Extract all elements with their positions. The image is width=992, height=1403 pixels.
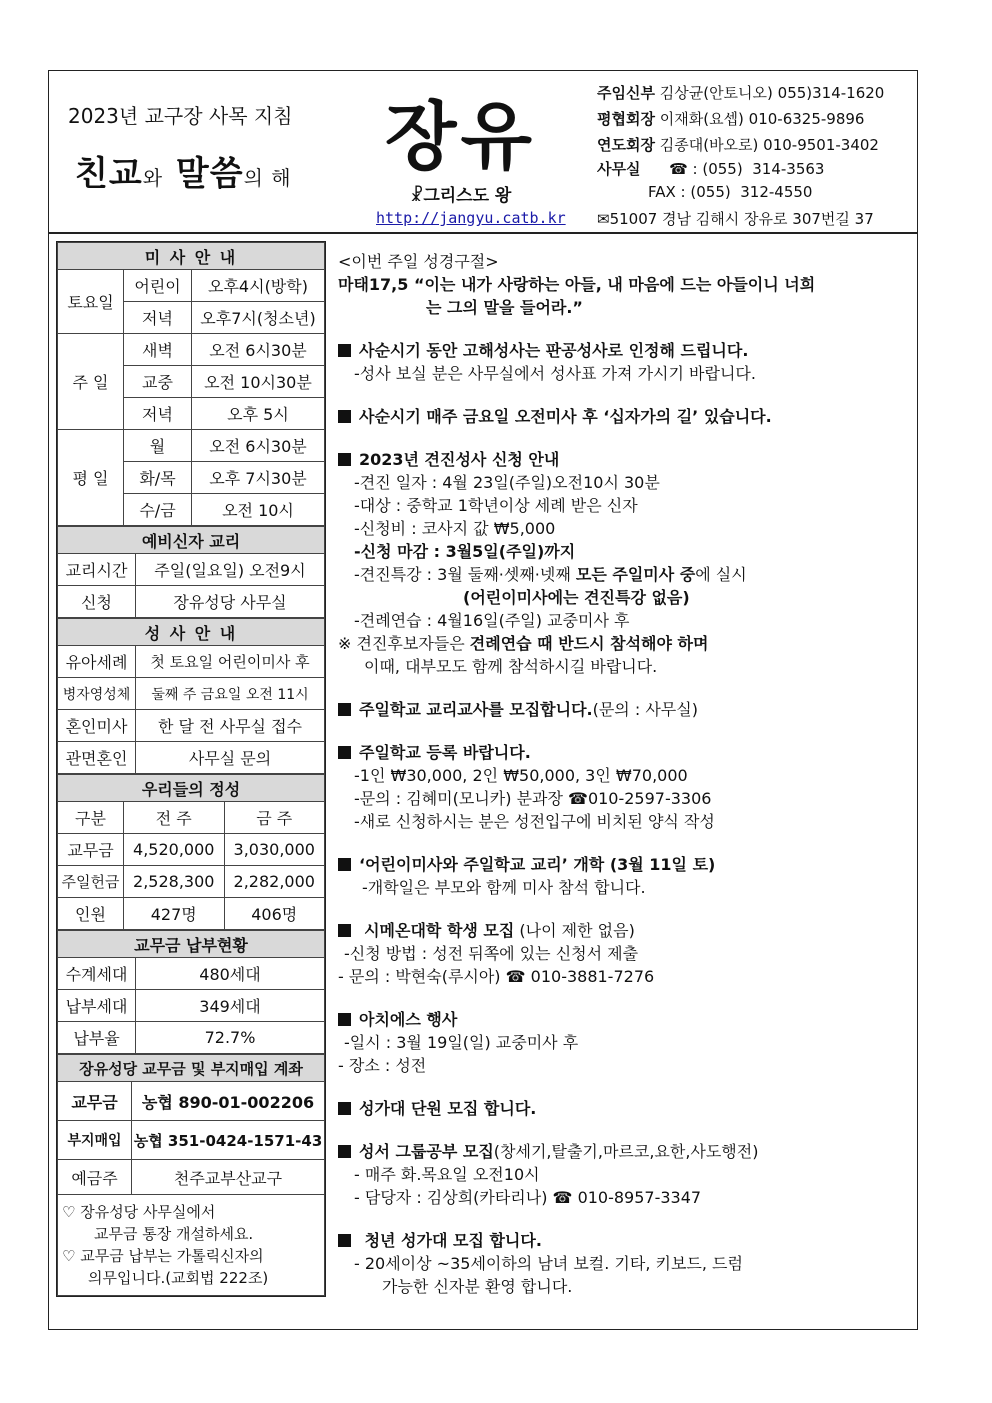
bullet-square-icon bbox=[338, 858, 351, 871]
motto-a: 친교 bbox=[75, 154, 143, 194]
notice-heading bbox=[338, 1008, 913, 1031]
notice-title: 시메온대학 학생 모집 bbox=[364, 921, 515, 940]
catechumen-table bbox=[57, 526, 325, 618]
contact-role: 사무실 bbox=[597, 160, 641, 178]
contact-value: 김종대(바오로) 010-9501-3402 bbox=[659, 136, 879, 154]
notice-line: - 장소 : 성전 bbox=[338, 1056, 427, 1075]
day-label: 평 일 bbox=[58, 430, 124, 526]
bullet-square-icon bbox=[338, 746, 351, 759]
mass-kind: 화/목 bbox=[124, 462, 192, 494]
last-week-value: 2,528,300 bbox=[124, 866, 225, 898]
notice-text: 에 실시 bbox=[695, 565, 747, 584]
row-key: 부지매입 bbox=[58, 1121, 132, 1160]
verse-text: 는 그의 말을 들어라.” bbox=[426, 298, 583, 317]
notice-emphasis: 모든 주일미사 중 bbox=[575, 565, 696, 584]
notice-line bbox=[338, 563, 913, 586]
mass-time: 오후 5시 bbox=[192, 398, 325, 430]
row-value: 한 달 전 사무실 접수 bbox=[136, 710, 325, 742]
notice-line: -신청 방법 : 성전 뒤쪽에 있는 신청서 제출 bbox=[344, 944, 639, 963]
notice-subtext: (문의 : 사무실) bbox=[592, 700, 698, 719]
contact-value: ☎ : (055) 314-3563 bbox=[669, 160, 825, 178]
notice-heading bbox=[338, 1097, 913, 1120]
row-key: 납부율 bbox=[58, 1022, 136, 1054]
mass-time: 오전 10시 bbox=[192, 494, 325, 526]
mass-time: 오후 7시30분 bbox=[192, 462, 325, 494]
this-week-value: 3,030,000 bbox=[224, 834, 325, 866]
bullet-square-icon bbox=[338, 1145, 351, 1158]
notice-line: 이때, 대부모도 함께 참석하시길 바랍니다. bbox=[364, 657, 658, 676]
mass-time: 오후4시(방학) bbox=[192, 270, 325, 302]
row-key: 신청 bbox=[58, 586, 136, 618]
notice-title: 아치에스 행사 bbox=[359, 1010, 458, 1029]
notice-heading bbox=[338, 448, 913, 471]
sacrament-table bbox=[57, 618, 325, 774]
note-line: 교무금 통장 개설하세요. bbox=[94, 1225, 254, 1243]
section-heading: 장유성당 교무금 및 부지매입 계좌 bbox=[58, 1055, 325, 1082]
notice-title: 2023년 견진성사 신청 안내 bbox=[359, 450, 560, 469]
notice-line: -견례연습 : 4월16일(주일) 교중미사 후 bbox=[354, 611, 630, 630]
contact-role: 연도회장 bbox=[597, 136, 655, 154]
notice-title: 주일학교 교리교사를 모집합니다. bbox=[359, 700, 593, 719]
day-label: 주 일 bbox=[58, 334, 124, 430]
row-value: 사무실 문의 bbox=[136, 742, 325, 774]
contact-value: 김상균(안토니오) 055)314-1620 bbox=[659, 84, 885, 102]
row-key: 주일헌금 bbox=[58, 866, 124, 898]
account-number: 농협 351-0424-1571-43 bbox=[132, 1121, 325, 1160]
note-line: 의무입니다.(교회법 222조) bbox=[88, 1269, 269, 1287]
bullet-square-icon bbox=[338, 1102, 351, 1115]
row-key: 관면혼인 bbox=[58, 742, 136, 774]
notice-line: -문의 : 김혜미(모니카) 분과장 ☎010-2597-3306 bbox=[354, 789, 712, 808]
section-heading: 예비신자 교리 bbox=[58, 527, 325, 554]
bullet-square-icon bbox=[338, 703, 351, 716]
mass-kind: 월 bbox=[124, 430, 192, 462]
notice-heading bbox=[338, 1140, 913, 1163]
row-value: 72.7% bbox=[136, 1022, 325, 1054]
notice-text: ※ 견진후보자들은 bbox=[338, 634, 470, 653]
notice-heading bbox=[338, 339, 913, 362]
note-line: ♡ 교무금 납부는 가톨릭신자의 bbox=[62, 1247, 264, 1265]
notice-title: 성서 그룹공부 모집 bbox=[359, 1142, 494, 1161]
row-key: 인원 bbox=[58, 898, 124, 930]
this-week-value: 2,282,000 bbox=[224, 866, 325, 898]
mass-time: 오후7시(청소년) bbox=[192, 302, 325, 334]
notice-title: 사순시기 매주 금요일 오전미사 후 ‘십자가의 길’ 있습니다. bbox=[359, 407, 772, 426]
notice-heading bbox=[338, 1229, 913, 1252]
bullet-square-icon bbox=[338, 924, 351, 937]
contact-value: 이재화(요셉) 010-6325-9896 bbox=[659, 110, 865, 128]
mass-time: 오전 6시30분 bbox=[192, 334, 325, 366]
section-heading: 미 사 안 내 bbox=[58, 243, 325, 270]
section-heading: 성 사 안 내 bbox=[58, 619, 325, 646]
row-key: 혼인미사 bbox=[58, 710, 136, 742]
bulletin-title: 장유 bbox=[385, 94, 536, 180]
bullet-square-icon bbox=[338, 1234, 351, 1247]
row-value: 장유성당 사무실 bbox=[136, 586, 325, 618]
mass-schedule-table bbox=[57, 242, 325, 526]
notice-heading bbox=[338, 698, 913, 721]
offering-table bbox=[57, 774, 325, 930]
mass-kind: 어린이 bbox=[124, 270, 192, 302]
notice-line: -신청비 : 코사지 값 ₩5,000 bbox=[354, 519, 556, 538]
row-key: 병자영성체 bbox=[58, 678, 136, 710]
bullet-square-icon bbox=[338, 453, 351, 466]
notice-title: 사순시기 동안 고해성사는 판공성사로 인정해 드립니다. bbox=[359, 341, 749, 360]
notice-line: -개학일은 부모와 함께 미사 참석 합니다. bbox=[362, 878, 646, 897]
mass-kind: 저녁 bbox=[124, 398, 192, 430]
notice-subtext: (나이 제한 없음) bbox=[514, 921, 635, 940]
header-divider bbox=[48, 232, 918, 234]
mass-kind: 수/금 bbox=[124, 494, 192, 526]
notice-line: (어린이미사에는 견진특강 없음) bbox=[463, 588, 690, 607]
announcements bbox=[338, 250, 913, 1298]
row-key: 유아세례 bbox=[58, 646, 136, 678]
this-week-value: 406명 bbox=[224, 898, 325, 930]
notice-line: 가능한 신자분 환영 합니다. bbox=[382, 1277, 573, 1296]
row-value: 349세대 bbox=[136, 990, 325, 1022]
notice-heading bbox=[338, 853, 913, 876]
notice-heading bbox=[338, 919, 913, 942]
row-key: 예금주 bbox=[58, 1160, 132, 1195]
motto-line1: 2023년 교구장 사목 지침 bbox=[68, 104, 293, 128]
row-value: 주일(일요일) 오전9시 bbox=[136, 554, 325, 586]
notice-line: -신청 마감 : 3월5일(주일)까지 bbox=[354, 542, 576, 561]
notice-line bbox=[338, 632, 913, 655]
row-value: 천주교부산교구 bbox=[132, 1160, 325, 1195]
column-header: 금 주 bbox=[224, 802, 325, 834]
last-week-value: 4,520,000 bbox=[124, 834, 225, 866]
notice-line: -견진 일자 : 4월 23일(주일)오전10시 30분 bbox=[354, 473, 660, 492]
notice-text: -견진특강 : 3월 둘째·셋째·넷째 bbox=[354, 565, 576, 584]
motto-line2 bbox=[75, 146, 292, 195]
notice-line: - 20세이상 ~35세이하의 남녀 보컬. 기타, 키보드, 드럼 bbox=[354, 1254, 743, 1273]
mass-time: 오전 10시30분 bbox=[192, 366, 325, 398]
notice-line: - 매주 화.목요일 오전10시 bbox=[354, 1165, 540, 1184]
contact-address: ✉51007 경남 김해시 장유로 307번길 37 bbox=[597, 210, 874, 228]
contact-council bbox=[597, 108, 864, 129]
notice-line: -대상 : 중학교 1학년이상 세례 받은 신자 bbox=[354, 496, 638, 515]
notice-line: -1인 ₩30,000, 2인 ₩50,000, 3인 ₩70,000 bbox=[354, 766, 688, 785]
row-key: 교리시간 bbox=[58, 554, 136, 586]
column-header: 구분 bbox=[58, 802, 124, 834]
row-value: 첫 토요일 어린이미사 후 bbox=[136, 646, 325, 678]
row-value: 480세대 bbox=[136, 958, 325, 990]
notice-box bbox=[58, 1195, 325, 1296]
contact-pastor bbox=[597, 82, 884, 103]
notice-line: - 담당자 : 김상희(카타리나) ☎ 010-8957-3347 bbox=[354, 1188, 702, 1207]
last-week-value: 427명 bbox=[124, 898, 225, 930]
motto-b: 와 bbox=[142, 166, 164, 190]
section-heading: 우리들의 정성 bbox=[58, 775, 325, 802]
contact-office bbox=[597, 158, 824, 179]
notice-title: ‘어린이미사와 주일학교 교리’ 개학 (3월 11일 토) bbox=[359, 855, 716, 874]
notice-line: -일시 : 3월 19일(일) 교중미사 후 bbox=[344, 1033, 579, 1052]
day-label: 토요일 bbox=[58, 270, 124, 334]
section-heading: 교무금 납부현황 bbox=[58, 931, 325, 958]
accounts-table bbox=[57, 1054, 325, 1296]
notice-heading bbox=[338, 405, 913, 428]
motto-d: 의 해 bbox=[243, 166, 292, 190]
note-line: ♡ 장유성당 사무실에서 bbox=[62, 1203, 216, 1221]
bullet-square-icon bbox=[338, 1013, 351, 1026]
notice-title: 성가대 단원 모집 합니다. bbox=[359, 1099, 537, 1118]
notice-title: 주일학교 등록 바랍니다. bbox=[359, 743, 531, 762]
contact-fax: FAX : (055) 312-4550 bbox=[648, 183, 813, 201]
bulletin-subtitle: ☧그리스도 왕 bbox=[410, 186, 512, 206]
bullet-square-icon bbox=[338, 344, 351, 357]
account-number: 농협 890-01-002206 bbox=[132, 1082, 325, 1121]
verse-title: <이번 주일 성경구절> bbox=[338, 252, 499, 271]
mass-kind: 새벽 bbox=[124, 334, 192, 366]
notice-emphasis: 견례연습 때 반드시 참석해야 하며 bbox=[469, 634, 709, 653]
dues-table bbox=[57, 930, 325, 1054]
contact-memorial bbox=[597, 134, 879, 155]
notice-subtext: (창세기,탈출기,마르코,요한,사도행전) bbox=[493, 1142, 759, 1161]
bullet-square-icon bbox=[338, 410, 351, 423]
notice-line: - 문의 : 박현숙(루시아) ☎ 010-3881-7276 bbox=[338, 967, 655, 986]
mass-time: 오전 6시30분 bbox=[192, 430, 325, 462]
notice-title: 청년 성가대 모집 합니다. bbox=[364, 1231, 542, 1250]
row-key: 납부세대 bbox=[58, 990, 136, 1022]
row-value: 둘째 주 금요일 오전 11시 bbox=[136, 678, 325, 710]
notice-line: -성사 보실 분은 사무실에서 성사표 가져 가시기 바랍니다. bbox=[354, 364, 756, 383]
notice-heading bbox=[338, 741, 913, 764]
column-header: 전 주 bbox=[124, 802, 225, 834]
row-key: 교무금 bbox=[58, 1082, 132, 1121]
verse-text: 마태17,5 “이는 내가 사랑하는 아들, 내 마음에 드는 아들이니 너희 bbox=[338, 275, 816, 294]
mass-kind: 저녁 bbox=[124, 302, 192, 334]
contact-role: 주임신부 bbox=[597, 84, 655, 102]
contact-role: 평협회장 bbox=[597, 110, 655, 128]
mass-kind: 교중 bbox=[124, 366, 192, 398]
notice-line: -새로 신청하시는 분은 성전입구에 비치된 양식 작성 bbox=[354, 812, 715, 831]
row-key: 수계세대 bbox=[58, 958, 136, 990]
motto-c: 말씀 bbox=[175, 154, 244, 194]
parish-url-link[interactable]: http://jangyu.catb.kr bbox=[376, 209, 566, 227]
sidebar bbox=[56, 241, 326, 1297]
row-key: 교무금 bbox=[58, 834, 124, 866]
